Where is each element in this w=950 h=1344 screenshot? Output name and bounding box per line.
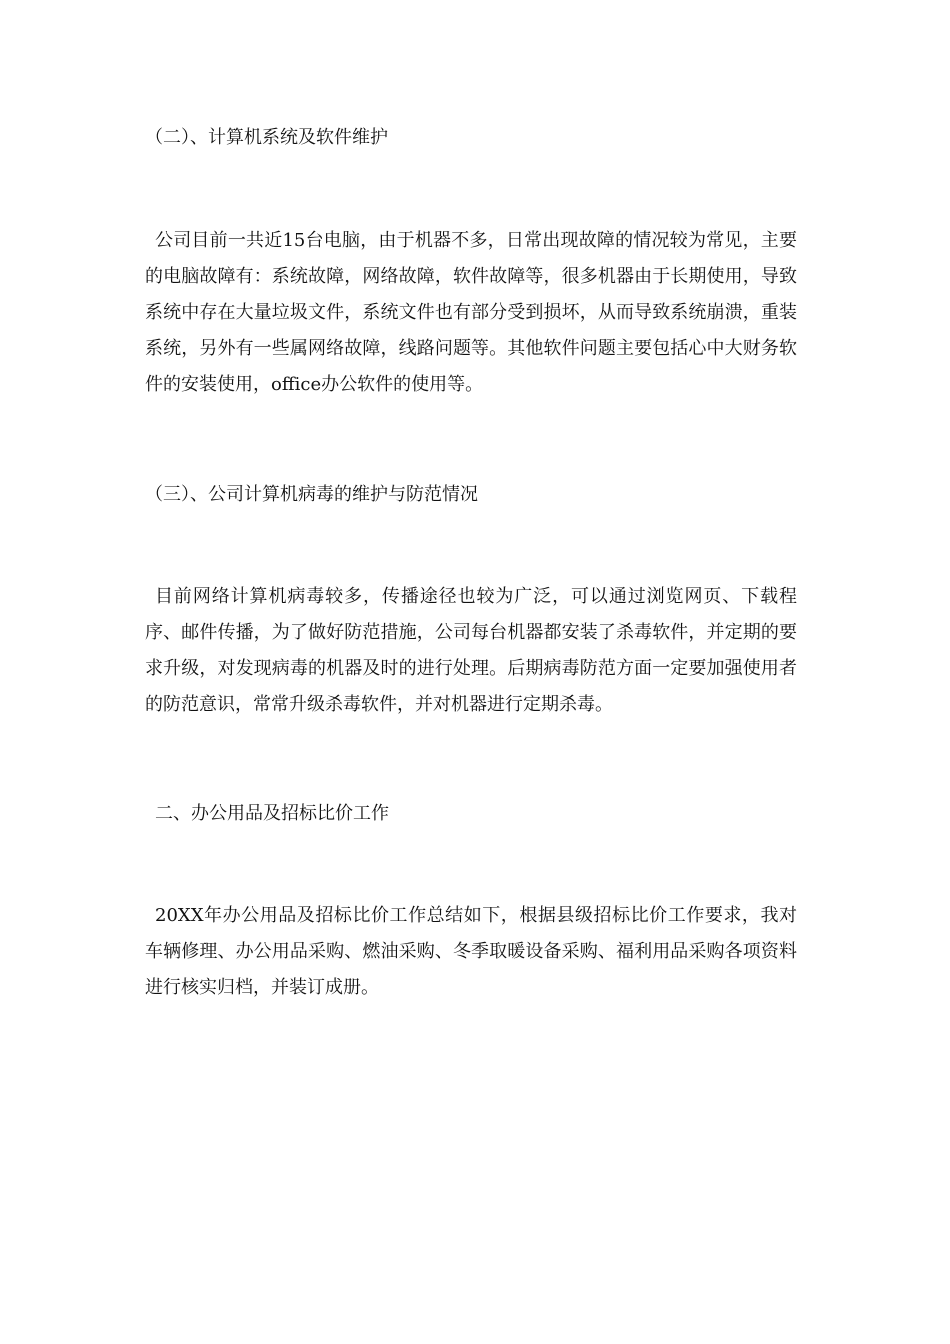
section-heading-computer-system-maintenance: （二）、计算机系统及软件维护 bbox=[145, 127, 388, 148]
paragraph-virus-prevention: 目前网络计算机病毒较多，传播途径也较为广泛，可以通过浏览网页、下载程序、邮件传播，为了做好防范措施，公司每台机器都安装了杀毒软件，并定期的要求升级，对发现病毒的机器及时的进行处理。后期病毒防范方面一定要加强使用者的防范意识，常常升级杀毒软件，并对机器进行定期杀毒。 bbox=[145, 586, 797, 715]
paragraph-computer-system-maintenance: 公司目前一共近15台电脑，由于机器不多，日常出现故障的情况较为常见，主要的电脑故障有：系统故障，网络故障，软件故障等，很多机器由于长期使用，导致系统中存在大量垃圾文件，系统文件也有部分受到损坏，从而导致系统崩溃，重装系统，另外有一些属网络故障，线路问题等。其他软件问题主要包括心中大财务软件的安装使用，office办公软件的使用等。 bbox=[145, 230, 797, 395]
section-heading-virus-prevention: （三）、公司计算机病毒的维护与防范情况 bbox=[145, 484, 478, 505]
paragraph-office-supplies-bidding: 20XX年办公用品及招标比价工作总结如下，根据县级招标比价工作要求，我对车辆修理、办公用品采购、燃油采购、冬季取暖设备采购、福利用品采购各项资料进行核实归档，并装订成册。 bbox=[145, 905, 797, 998]
section-heading-office-supplies-bidding: 二、办公用品及招标比价工作 bbox=[155, 803, 389, 824]
